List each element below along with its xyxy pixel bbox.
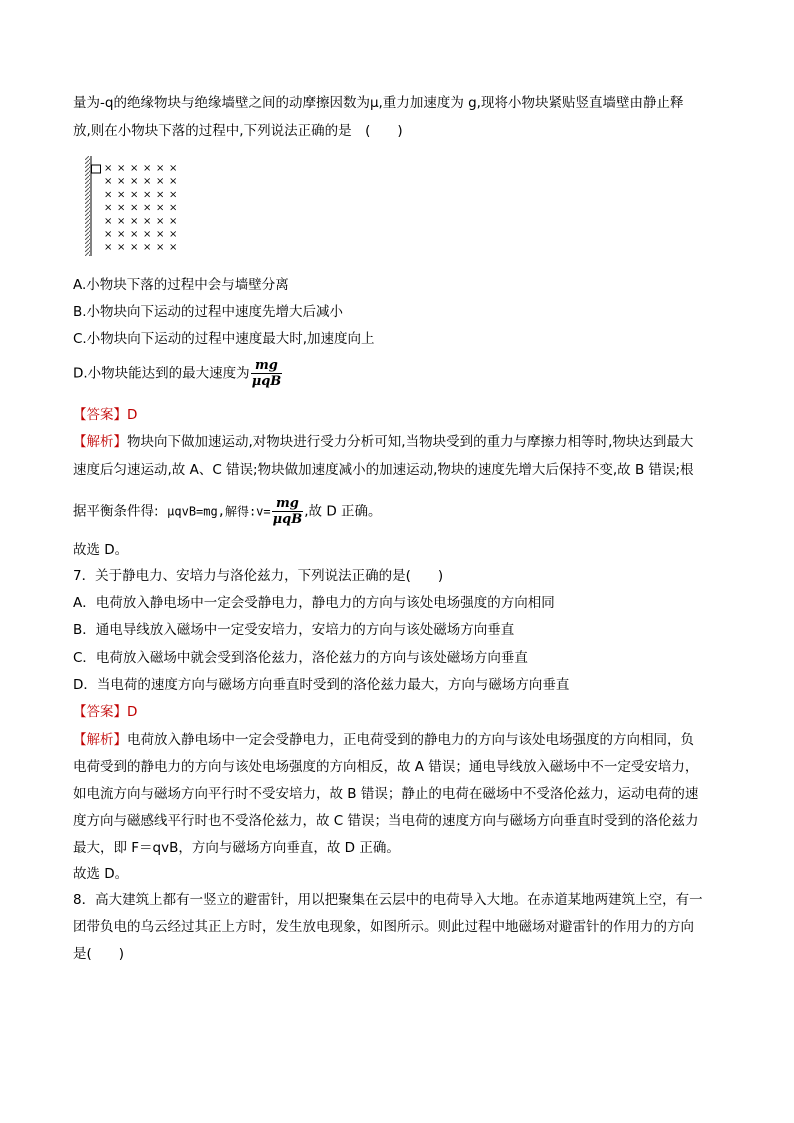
field-x-mark: × [143, 189, 152, 201]
field-x-mark: × [143, 242, 152, 254]
field-x-mark: × [117, 242, 126, 254]
equilibrium-equation: μqvB=mg,解得:v= [167, 504, 271, 519]
q7-option-d: D．当电荷的速度方向与磁场方向垂直时受到的洛伦兹力最大，方向与磁场方向垂直 [73, 677, 570, 693]
analysis-text: ,故 D 正确。 [304, 503, 382, 520]
q6-conclusion: 故选 D。 [73, 542, 129, 558]
field-x-mark: × [143, 163, 152, 174]
field-x-mark: × [104, 176, 113, 188]
field-x-mark: × [130, 176, 139, 188]
fraction-numerator: mg [272, 496, 304, 512]
magnetic-field-marks [104, 163, 177, 253]
field-x-mark: × [130, 229, 139, 240]
q7-analysis-line-2: 电荷受到的静电力的方向与该处电场强度的方向相反，故 A 错误；通电导线放入磁场中不一定受安培力， [73, 759, 699, 775]
analysis-fraction [272, 496, 304, 527]
fraction-denominator: μqB [272, 512, 303, 527]
q6-option-d-fraction [251, 358, 283, 389]
q6-option-b: B.小物块向下运动的过程中速度先增大后减小 [73, 304, 344, 320]
field-x-mark: × [143, 202, 152, 214]
analysis-label: 【解析】 [73, 434, 127, 450]
q7-option-b: B．通电导线放入磁场中一定受安培力，安培力的方向与该处磁场方向垂直 [73, 622, 515, 638]
analysis-text: 电荷放入静电场中一定会受静电力，正电荷受到的静电力的方向与该处电场强度的方向相同，负 [127, 732, 694, 748]
field-x-mark: × [156, 215, 165, 227]
q6-option-c: C.小物块向下运动的过程中速度最大时,加速度向上 [73, 331, 375, 347]
field-x-mark: × [104, 202, 113, 214]
answer-label: 【答案】 [73, 407, 127, 423]
answer-value: D [127, 407, 138, 423]
analysis-text: 物块向下做加速运动,对物块进行受力分析可知,当物块受到的重力与摩擦力相等时,物块达到最大 [127, 434, 694, 450]
analysis-label: 【解析】 [73, 732, 127, 748]
field-x-mark: × [117, 176, 126, 188]
fraction-denominator: μqB [251, 374, 282, 389]
q6-option-d [73, 358, 283, 389]
field-x-mark: × [130, 215, 139, 227]
field-x-mark: × [169, 176, 178, 188]
field-x-mark: × [130, 202, 139, 214]
field-x-mark: × [169, 242, 178, 254]
q6-analysis-line-2: 速度后匀速运动,故 A、C 错误;物块做加速度减小的加速运动,物块的速度先增大后保持不变,故 B 错误;根 [73, 462, 694, 478]
q7-option-c: C．电荷放入磁场中就会受到洛伦兹力，洛伦兹力的方向与该处磁场方向垂直 [73, 650, 528, 666]
wall-magnetic-field-figure [85, 156, 195, 258]
field-x-mark: × [117, 229, 126, 240]
analysis-text: 据平衡条件得: [73, 503, 159, 520]
field-x-mark: × [156, 229, 165, 240]
field-x-mark: × [104, 242, 113, 254]
q6-option-d-text: D.小物块能达到的最大速度为 [73, 365, 250, 382]
q7-analysis-line-1 [73, 730, 694, 750]
field-x-mark: × [156, 202, 165, 214]
field-x-mark: × [117, 215, 126, 227]
field-x-mark: × [104, 215, 113, 227]
field-x-mark: × [104, 189, 113, 201]
small-block [92, 165, 101, 173]
field-x-mark: × [169, 189, 178, 201]
field-x-mark: × [156, 163, 165, 174]
fraction-numerator: mg [251, 358, 283, 374]
field-x-mark: × [130, 242, 139, 254]
field-x-mark: × [117, 202, 126, 214]
field-x-mark: × [130, 189, 139, 201]
field-x-mark: × [130, 163, 139, 174]
q6-analysis-line-1 [73, 432, 693, 452]
q6-stem-line-1: 量为-q的绝缘物块与绝缘墙壁之间的动摩擦因数为μ,重力加速度为 g,现将小物块紧贴竖直墙壁由静止释 [73, 95, 684, 111]
field-x-mark: × [117, 189, 126, 201]
q8-stem-line-2: 团带负电的乌云经过其正上方时，发生放电现象，如图所示。则此过程中地磁场对避雷针的作用力的方向 [73, 919, 694, 935]
field-x-mark: × [156, 242, 165, 254]
q8-stem-line-1: 8．高大建筑上都有一竖立的避雷针，用以把聚集在云层中的电荷导入大地。在赤道某地两建筑上空，有一 [73, 892, 703, 908]
field-x-mark: × [104, 163, 113, 174]
q8-stem-line-3: 是( ) [73, 946, 125, 962]
q6-analysis-line-3 [73, 496, 382, 527]
field-x-mark: × [156, 176, 165, 188]
field-x-mark: × [169, 202, 178, 214]
q6-stem-line-2: 放,则在小物块下落的过程中,下列说法正确的是 ( ) [73, 123, 403, 139]
q7-stem: 7．关于静电力、安培力与洛伦兹力，下列说法正确的是( ) [73, 568, 444, 584]
field-x-mark: × [169, 215, 178, 227]
field-x-mark: × [169, 163, 178, 174]
field-x-mark: × [143, 215, 152, 227]
q6-answer [73, 405, 137, 425]
q7-conclusion: 故选 D。 [73, 866, 129, 882]
field-x-mark: × [143, 229, 152, 240]
q6-option-a: A.小物块下落的过程中会与墙壁分离 [73, 277, 289, 293]
wall-hatching [85, 156, 90, 256]
q7-option-a: A．电荷放入静电场中一定会受静电力，静电力的方向与该处电场强度的方向相同 [73, 595, 555, 611]
field-x-mark: × [156, 189, 165, 201]
field-x-mark: × [143, 176, 152, 188]
q7-analysis-line-4: 度方向与磁感线平行时也不受洛伦兹力，故 C 错误；当电荷的速度方向与磁场方向垂直时受到的洛伦兹力 [73, 813, 699, 829]
field-x-mark: × [104, 229, 113, 240]
field-x-mark: × [169, 229, 178, 240]
answer-label: 【答案】 [73, 704, 127, 720]
answer-value: D [127, 704, 138, 720]
field-x-mark: × [117, 163, 126, 174]
q7-analysis-line-5: 最大，即 F＝qvB，方向与磁场方向垂直，故 D 正确。 [73, 840, 400, 856]
q7-analysis-line-3: 如电流方向与磁场方向平行时不受安培力，故 B 错误；静止的电荷在磁场中不受洛伦兹力，运动电荷的速 [73, 786, 699, 802]
q7-answer [73, 702, 137, 722]
